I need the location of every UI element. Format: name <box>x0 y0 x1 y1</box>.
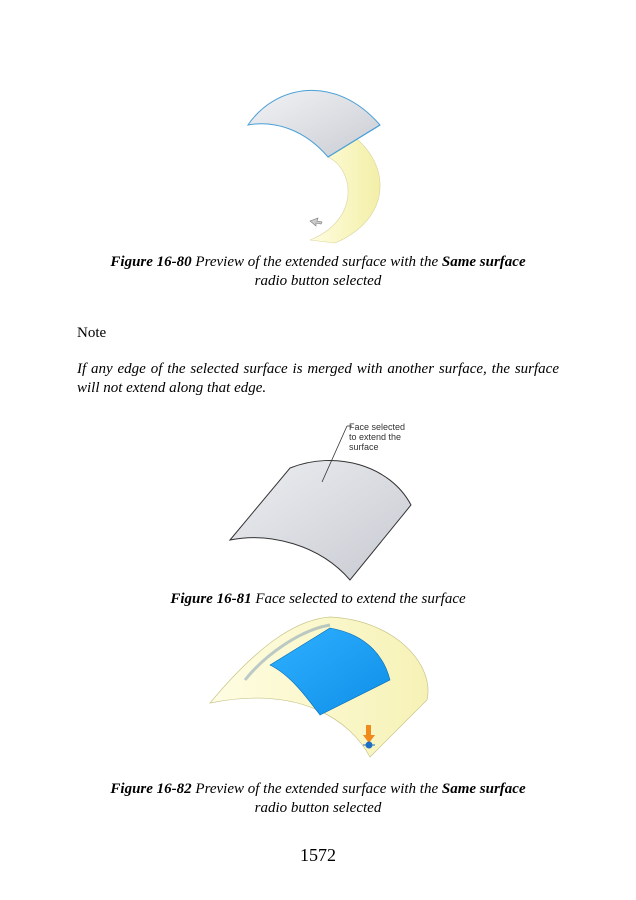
caption-bold-text: Same surface <box>441 254 526 270</box>
cursor-arrow-icon <box>310 218 322 226</box>
figure-label: Figure 16-80 <box>110 254 192 270</box>
caption-text: Preview of the extended surface with the <box>195 254 439 270</box>
figure-16-82-image <box>205 615 440 765</box>
figure-16-80-caption <box>60 253 576 291</box>
face-selected-callout: Face selected to extend the surface <box>349 422 406 452</box>
caption-text-continued: radio button selected <box>254 800 382 816</box>
note-text: If any edge of the selected surface is merged with another surface, the surface will not extend along that edge. <box>77 361 559 396</box>
caption-bold-text: Same surface <box>441 781 526 797</box>
figure-16-80-image <box>240 75 400 250</box>
note-label: Note <box>77 325 107 341</box>
caption-text: Face selected to extend the surface <box>255 591 466 607</box>
figure-16-82-caption <box>60 780 576 818</box>
figure-label: Figure 16-81 <box>170 591 252 607</box>
caption-text: Preview of the extended surface with the <box>195 781 439 797</box>
caption-text-continued: radio button selected <box>254 273 382 289</box>
page-number: 1572 <box>300 845 336 865</box>
figure-label: Figure 16-82 <box>110 781 192 797</box>
figure-16-81-caption <box>60 590 576 609</box>
